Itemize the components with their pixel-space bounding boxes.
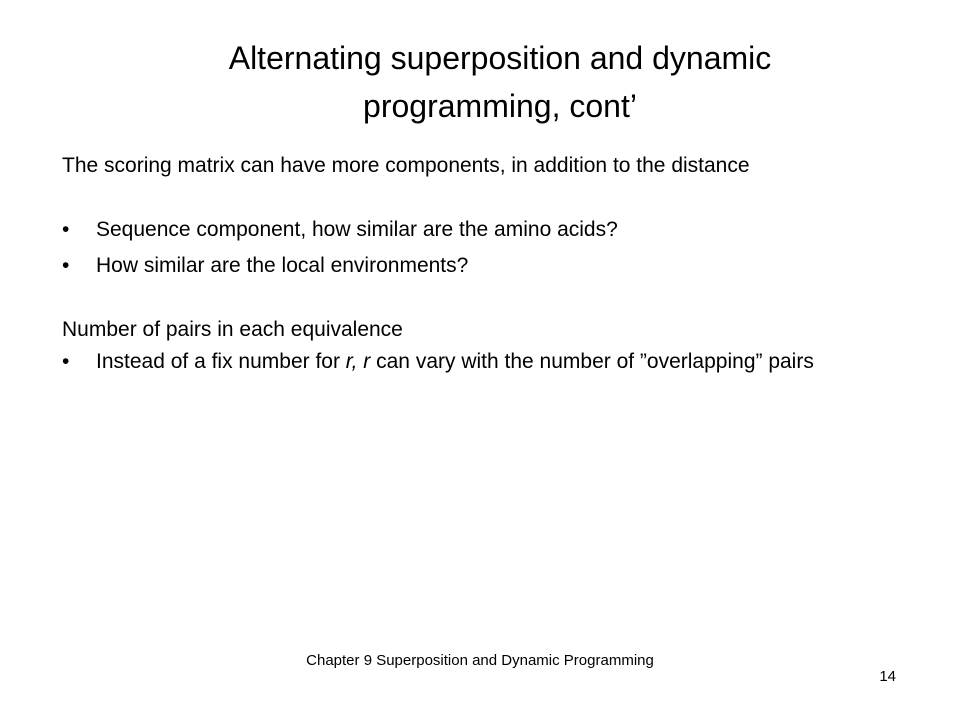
bullet-item (62, 214, 882, 246)
bullet-text: How similar are the local environments? (96, 254, 469, 277)
bullet-text-post: can vary with the number of ”overlapping” pairs (370, 350, 814, 373)
intro-paragraph: The scoring matrix can have more components, in addition to the distance (62, 154, 750, 177)
slide-title-line2: programming, cont’ (363, 88, 637, 124)
bullet-text-pre: Instead of a fix number for (96, 350, 346, 373)
section-heading: Number of pairs in each equivalence (62, 318, 403, 341)
slide-title-line1: Alternating superposition and dynamic (228, 40, 772, 76)
bullet-icon: • (62, 350, 70, 373)
slide-footer: Chapter 9 Superposition and Dynamic Programming (306, 652, 654, 669)
slide-title (120, 34, 880, 130)
bullet-text (96, 350, 814, 373)
slide-body (62, 150, 882, 382)
bullet-icon: • (62, 218, 70, 241)
bullet-text: Sequence component, how similar are the amino acids? (96, 218, 618, 241)
bullet-item (62, 250, 882, 282)
bullet-icon: • (62, 254, 70, 277)
bullet-item (62, 346, 882, 378)
page-number: 14 (879, 668, 896, 685)
bullet-text-italic: r, r (345, 350, 371, 373)
